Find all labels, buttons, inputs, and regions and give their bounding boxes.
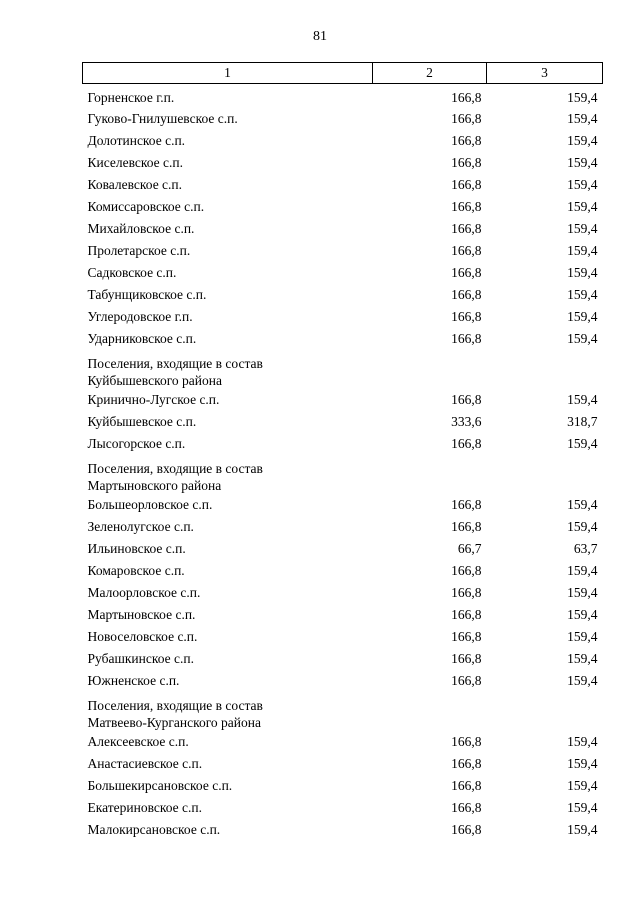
table-row	[83, 130, 603, 152]
table-row	[83, 538, 603, 560]
table-row	[83, 731, 603, 753]
value-column-2: 166,8	[451, 607, 482, 622]
settlement-name: Южненское с.п.	[87, 673, 180, 688]
table-row	[83, 604, 603, 626]
empty-cell	[487, 692, 603, 731]
group-heading-row	[83, 455, 603, 494]
settlement-name: Алексеевское с.п.	[87, 734, 189, 749]
value-column-3: 159,4	[567, 800, 598, 815]
settlement-name: Анастасиевское с.п.	[87, 756, 203, 771]
value-column-2: 166,8	[451, 177, 482, 192]
value-column-2: 166,8	[451, 90, 482, 105]
value-column-2: 166,8	[451, 629, 482, 644]
value-column-3: 159,4	[567, 436, 598, 451]
column-header-1: 1	[83, 63, 373, 84]
settlement-name: Большекирсановское с.п.	[87, 778, 233, 793]
value-column-3: 159,4	[567, 199, 598, 214]
table-row	[83, 306, 603, 328]
settlement-name: Рубашкинское с.п.	[87, 651, 194, 666]
group-heading	[83, 692, 373, 731]
table-row	[83, 582, 603, 604]
settlement-name: Гуково-Гнилушевское с.п.	[87, 111, 238, 126]
value-column-2: 166,8	[451, 436, 482, 451]
value-column-2: 166,8	[451, 133, 482, 148]
allocation-table	[82, 62, 603, 841]
settlement-name: Комаровское с.п.	[87, 563, 185, 578]
settlement-name: Лысогорское с.п.	[87, 436, 186, 451]
table-row	[83, 670, 603, 692]
value-column-2: 166,8	[451, 199, 482, 214]
table-row	[83, 389, 603, 411]
value-column-3: 159,4	[567, 563, 598, 578]
value-column-2: 166,8	[451, 519, 482, 534]
group-heading-line: Матвеево-Курганского района	[87, 715, 261, 730]
column-header-2: 2	[373, 63, 487, 84]
group-heading-row	[83, 350, 603, 389]
group-heading-row	[83, 692, 603, 731]
settlement-name: Ильиновское с.п.	[87, 541, 186, 556]
group-heading-line: Поселения, входящие в состав	[87, 461, 263, 476]
table-row	[83, 775, 603, 797]
value-column-3: 159,4	[567, 734, 598, 749]
settlement-name: Ковалевское с.п.	[87, 177, 183, 192]
group-heading	[83, 455, 373, 494]
value-column-3: 159,4	[567, 585, 598, 600]
settlement-name: Пролетарское с.п.	[87, 243, 191, 258]
value-column-2: 166,8	[451, 392, 482, 407]
value-column-3: 159,4	[567, 651, 598, 666]
table-row	[83, 560, 603, 582]
table-row	[83, 494, 603, 516]
value-column-3: 318,7	[567, 414, 598, 429]
settlement-name: Киселевское с.п.	[87, 155, 184, 170]
table-row	[83, 753, 603, 775]
table-row	[83, 328, 603, 350]
table-row	[83, 218, 603, 240]
value-column-2: 166,8	[451, 309, 482, 324]
value-column-2: 166,8	[451, 221, 482, 236]
column-header-3: 3	[487, 63, 603, 84]
empty-cell	[373, 455, 487, 494]
page-number: 81	[313, 29, 327, 44]
group-heading-line: Куйбышевского района	[87, 373, 222, 388]
value-column-2: 166,8	[451, 585, 482, 600]
value-column-3: 159,4	[567, 309, 598, 324]
value-column-2: 166,8	[451, 265, 482, 280]
table-row	[83, 152, 603, 174]
value-column-2: 166,8	[451, 651, 482, 666]
empty-cell	[487, 455, 603, 494]
value-column-3: 159,4	[567, 756, 598, 771]
value-column-3: 159,4	[567, 221, 598, 236]
value-column-2: 333,6	[451, 414, 482, 429]
settlement-name: Садковское с.п.	[87, 265, 177, 280]
settlement-name: Михайловское с.п.	[87, 221, 195, 236]
group-heading-line: Мартыновского района	[87, 478, 222, 493]
value-column-3: 159,4	[567, 287, 598, 302]
empty-cell	[373, 350, 487, 389]
value-column-3: 159,4	[567, 155, 598, 170]
table-row	[83, 516, 603, 538]
value-column-3: 159,4	[567, 133, 598, 148]
table-row	[83, 174, 603, 196]
table-row	[83, 84, 603, 109]
value-column-2: 166,8	[451, 287, 482, 302]
empty-cell	[487, 350, 603, 389]
value-column-3: 159,4	[567, 822, 598, 837]
group-heading-line: Поселения, входящие в состав	[87, 698, 263, 713]
settlement-name: Большеорловское с.п.	[87, 497, 213, 512]
table-row	[83, 411, 603, 433]
value-column-3: 159,4	[567, 331, 598, 346]
settlement-name: Табунщиковское с.п.	[87, 287, 207, 302]
value-column-2: 166,8	[451, 673, 482, 688]
table-row	[83, 284, 603, 306]
value-column-3: 63,7	[573, 541, 598, 556]
value-column-2: 166,8	[451, 756, 482, 771]
value-column-2: 166,8	[451, 497, 482, 512]
value-column-3: 159,4	[567, 497, 598, 512]
value-column-2: 166,8	[451, 822, 482, 837]
value-column-2: 66,7	[457, 541, 482, 556]
settlement-name: Кринично-Лугское с.п.	[87, 392, 220, 407]
value-column-3: 159,4	[567, 90, 598, 105]
table-row	[83, 626, 603, 648]
table-row	[83, 196, 603, 218]
value-column-2: 166,8	[451, 243, 482, 258]
table-row	[83, 262, 603, 284]
value-column-3: 159,4	[567, 111, 598, 126]
value-column-2: 166,8	[451, 734, 482, 749]
table-header	[83, 63, 603, 84]
settlement-name: Ударниковское с.п.	[87, 331, 197, 346]
value-column-2: 166,8	[451, 111, 482, 126]
table-row	[83, 819, 603, 841]
table-body	[83, 84, 603, 842]
table-row	[83, 240, 603, 262]
value-column-2: 166,8	[451, 155, 482, 170]
group-heading	[83, 350, 373, 389]
value-column-2: 166,8	[451, 778, 482, 793]
value-column-3: 159,4	[567, 607, 598, 622]
group-heading-line: Поселения, входящие в состав	[87, 356, 263, 371]
table-row	[83, 797, 603, 819]
table-row	[83, 433, 603, 455]
value-column-2: 166,8	[451, 563, 482, 578]
settlement-name: Мартыновское с.п.	[87, 607, 196, 622]
settlement-name: Екатериновское с.п.	[87, 800, 202, 815]
value-column-3: 159,4	[567, 177, 598, 192]
value-column-2: 166,8	[451, 800, 482, 815]
settlement-name: Куйбышевское с.п.	[87, 414, 197, 429]
value-column-3: 159,4	[567, 778, 598, 793]
settlement-name: Углеродовское г.п.	[87, 309, 193, 324]
value-column-3: 159,4	[567, 519, 598, 534]
header-row	[83, 63, 603, 84]
settlement-name: Малоорловское с.п.	[87, 585, 201, 600]
settlement-name: Новоселовское с.п.	[87, 629, 198, 644]
settlement-name: Малокирсановское с.п.	[87, 822, 221, 837]
settlement-name: Долотинское с.п.	[87, 133, 186, 148]
value-column-3: 159,4	[567, 265, 598, 280]
empty-cell	[373, 692, 487, 731]
settlement-name: Горненское г.п.	[87, 90, 175, 105]
table-row	[83, 108, 603, 130]
table-row	[83, 648, 603, 670]
value-column-3: 159,4	[567, 243, 598, 258]
value-column-3: 159,4	[567, 673, 598, 688]
value-column-3: 159,4	[567, 629, 598, 644]
settlement-name: Зеленолугское с.п.	[87, 519, 194, 534]
value-column-3: 159,4	[567, 392, 598, 407]
settlement-name: Комиссаровское с.п.	[87, 199, 205, 214]
value-column-2: 166,8	[451, 331, 482, 346]
